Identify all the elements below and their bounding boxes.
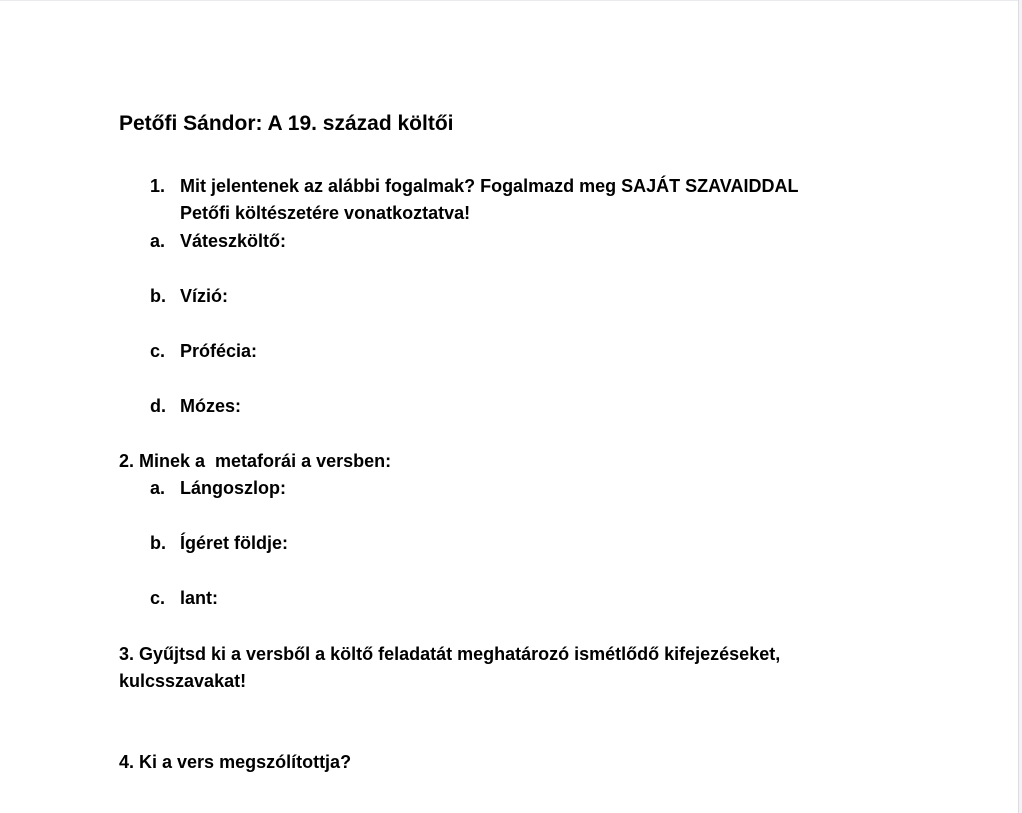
page-right-edge <box>1018 0 1022 813</box>
q2-item-c-label: lant: <box>180 588 218 608</box>
page-top-border <box>0 0 1018 1</box>
q2-item-b-label: Ígéret földje: <box>180 533 289 553</box>
question-1-text-line-1: Mit jelentenek az alábbi fogalmak? Fogalmazd meg SAJÁT SZAVAIDDAL <box>180 176 799 196</box>
question-4-text: 4. Ki a vers megszólítottja? <box>119 752 352 772</box>
q1-item-b-marker: b. <box>150 286 166 306</box>
question-3-text-line-1: 3. Gyűjtsd ki a versből a költő feladatát meghatározó ismétlődő kifejezéseket, <box>119 644 781 664</box>
q2-item-a-label: Lángoszlop: <box>180 478 286 498</box>
q1-item-a-label: Váteszköltő: <box>180 231 287 251</box>
q2-item-b-marker: b. <box>150 533 166 553</box>
q1-item-d-marker: d. <box>150 396 166 416</box>
question-2-text: 2. Minek a metaforái a versben: <box>119 451 392 471</box>
q1-item-d-label: Mózes: <box>180 396 242 416</box>
q1-item-c-marker: c. <box>150 341 166 361</box>
q1-item-b-label: Vízió: <box>180 286 228 306</box>
question-1-text-line-2: Petőfi költészetére vonatkoztatva! <box>180 203 471 223</box>
q1-item-c-label: Prófécia: <box>180 341 258 361</box>
q2-item-c-marker: c. <box>150 588 166 608</box>
question-1-number: 1. <box>150 176 166 196</box>
document-title: Petőfi Sándor: A 19. század költői <box>119 112 454 135</box>
q1-item-a-marker: a. <box>150 231 166 251</box>
question-3-text-line-2: kulcsszavakat! <box>119 671 247 691</box>
q2-item-a-marker: a. <box>150 478 166 498</box>
